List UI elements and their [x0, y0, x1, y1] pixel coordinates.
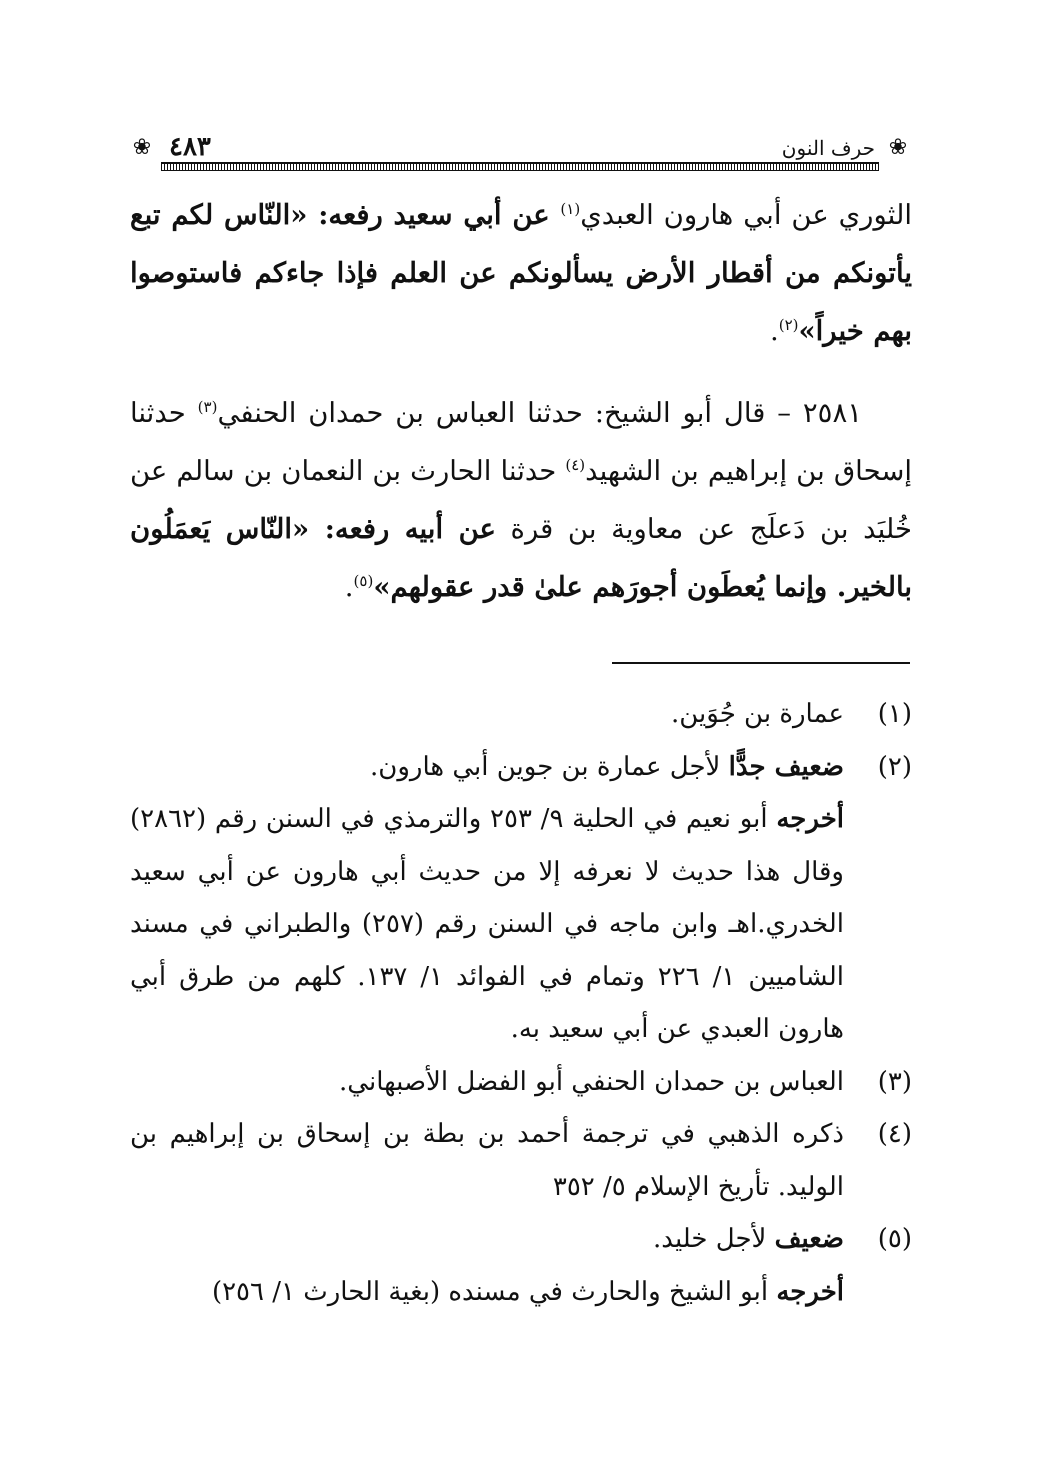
- footnote-number: (٢): [877, 751, 912, 782]
- page-header: [125, 128, 915, 168]
- running-title: حرف النون: [781, 136, 875, 160]
- footnote-number: (١): [877, 699, 912, 729]
- footnote-separator: [612, 662, 910, 664]
- footnote-text-rest: لأجل عمارة بن جوين أبي هارون.: [370, 751, 729, 782]
- header-rule: [161, 162, 879, 171]
- footnote-text-rest: أبو الشيخ والحارث في مسنده (بغية الحارث ١/ ٢٥٦): [211, 1276, 777, 1307]
- paragraph-2581: [130, 384, 912, 616]
- grading-label: ضعيف: [774, 1224, 844, 1254]
- footnote-ref-2: (٢): [778, 315, 799, 334]
- paragraph-1: [130, 186, 912, 360]
- footnote-text: [130, 1213, 844, 1266]
- footnote-4: [130, 1108, 912, 1213]
- footnote-ref-4: (٤): [565, 455, 586, 474]
- footnote-1: [130, 688, 912, 741]
- footnotes: [130, 688, 912, 1318]
- takhrij-label: أخرجه: [776, 1276, 844, 1307]
- footnote-5-continuation: [130, 1266, 912, 1319]
- paragraph-1-end: .: [769, 315, 779, 347]
- footnote-3: [130, 1056, 912, 1109]
- footnote-text: عمارة بن جُوَين.: [671, 699, 844, 729]
- header-ornament-left-icon: ❀: [132, 135, 152, 160]
- footnote-5: [130, 1213, 912, 1266]
- paragraph-2-text-d: عن أبيه رفعه: «النّاس يَعمَلُون بالخير. وإنما يُعطَون أجورَهم علىٰ قدر عقولهم»: [130, 513, 912, 603]
- footnote-2-continuation: [130, 793, 912, 1056]
- footnote-text: ذكره الذهبي في ترجمة أحمد بن بطة بن إسحاق بن إبراهيم بن الوليد. تأريخ الإسلام ٥/ ٣٥٢: [130, 1119, 844, 1202]
- footnote-ref-1: (١): [560, 199, 581, 218]
- paragraph-2-text-a: ٢٥٨١ – قال أبو الشيخ: حدثنا العباس بن حمدان الحنفي: [217, 397, 862, 429]
- paragraph-2-end: .: [344, 571, 354, 603]
- footnote-text: العباس بن حمدان الحنفي أبو الفضل الأصبهاني.: [339, 1066, 844, 1097]
- footnote-text: [130, 741, 844, 794]
- footnote-ref-3: (٣): [197, 397, 218, 416]
- footnote-ref-5: (٥): [353, 571, 374, 590]
- grading-label: ضعيف جدًّا: [728, 751, 844, 782]
- paragraph-2-text-c: حدثنا الحارث بن النعمان بن سالم عن خُليَد بن دَعلَج عن معاوية بن قرة: [130, 455, 913, 545]
- header-ornament-right-icon: ❀: [888, 135, 908, 160]
- takhrij-label: أخرجه: [776, 804, 844, 834]
- footnote-number: (٣): [877, 1066, 912, 1097]
- footnote-text-rest: لأجل خليد.: [653, 1224, 775, 1254]
- footnote-text-rest: أبو نعيم في الحلية ٩/ ٢٥٣ والترمذي في السنن رقم (٢٨٦٢) وقال هذا حديث لا نعرفه إلا من حديث أبي هارون عن أبي سعيد الخدري.اهـ وابن ماجه في السنن رقم (٢٥٧) والطبراني في مسند الشاميين ١/ ٢٢٦ وتمام في الفوائد ١/ ١٣٧. كلهم من طرق أبي هارون العبدي عن أبي سعيد به.: [130, 804, 844, 1044]
- paragraph-2-text-b: حدثنا إسحاق بن إبراهيم بن الشهيد: [130, 397, 912, 487]
- main-text: [130, 186, 912, 616]
- footnote-number: (٤): [877, 1119, 912, 1149]
- footnote-number: (٥): [877, 1224, 912, 1254]
- paragraph-1-text-a: الثوري عن أبي هارون العبدي: [580, 199, 912, 231]
- footnote-2: [130, 741, 912, 794]
- paragraph-1-text-b: عن أبي سعيد رفعه: «النّاس لكم تبع يأتونكم من أقطار الأرض يسألونكم عن العلم فإذا جاءكم فاستوصوا بهم خيراً»: [130, 199, 912, 347]
- page-number: ٤٨٣: [169, 132, 211, 162]
